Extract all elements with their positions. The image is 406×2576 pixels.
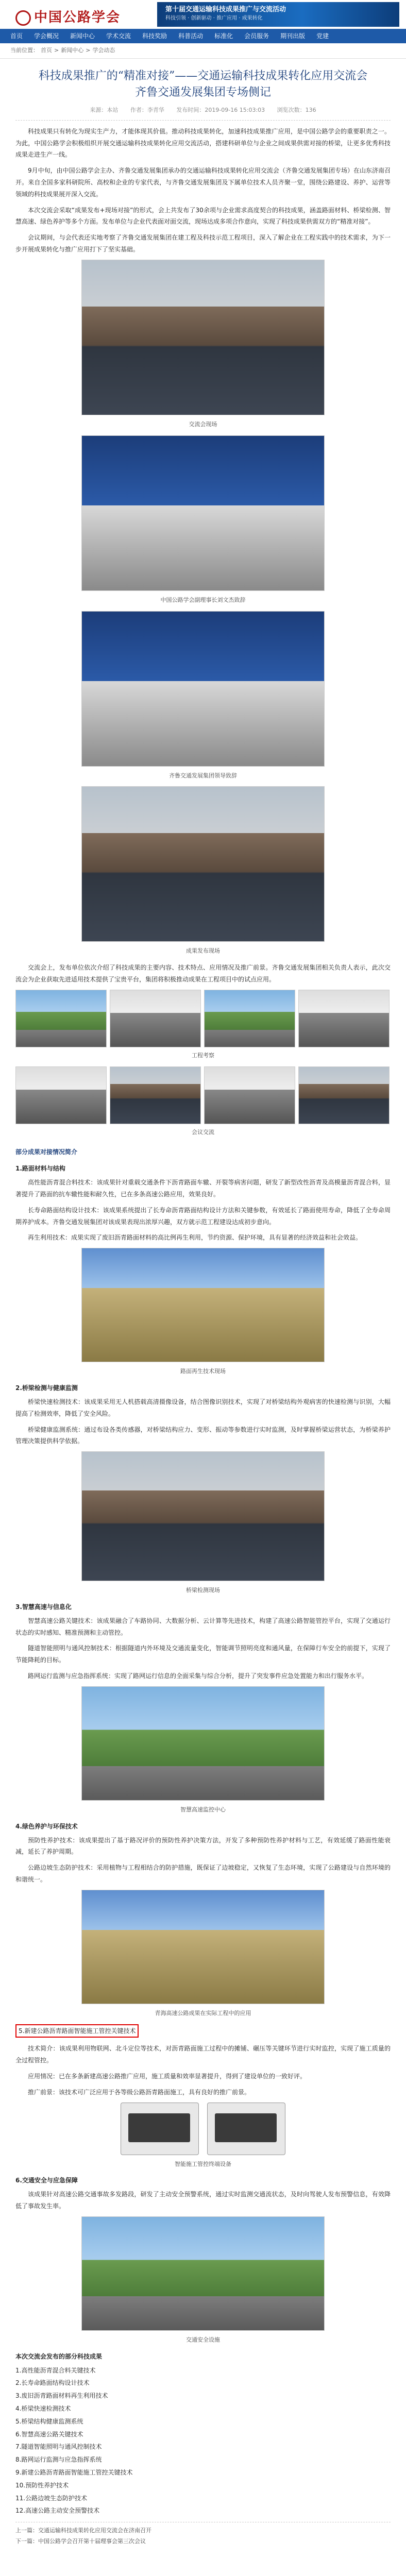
grid-photo — [15, 1066, 107, 1124]
field-photo — [81, 1248, 325, 1362]
photo-caption: 路面再生技术现场 — [180, 1368, 226, 1375]
photo-caption: 会议交流 — [192, 1128, 214, 1136]
body-paragraph: 智慧高速公路关键技术：该成果融合了车路协同、大数据分析、云计算等先进技术，构建了高速公路智能管控平台，实现了交通运行状态的实时感知、精准预测和主动管控。 — [15, 1617, 391, 1636]
meta-views: 浏览次数：136 — [277, 106, 316, 113]
breadcrumb-sep: > — [54, 47, 59, 54]
device-photo — [121, 2103, 199, 2155]
header — [0, 0, 406, 29]
intro-paragraph: 科技成果只有转化为现实生产力，才能体现其价值。推动科技成果转化，加速科技成果推广应用，是中国公路学会的重要职责之一。为此，中国公路学会积极组织开展交通运输科技成果转化应用交流活动，搭建科研单位与企业之间成果供需对接的桥梁，让更多优秀科技成果走进生产一线。 — [15, 127, 391, 159]
nav-item[interactable]: 党建 — [316, 32, 329, 40]
body-paragraph: 技术简介：该成果利用物联网、北斗定位等技术，对沥青路面施工过程中的摊铺、碾压等关键环节进行实时监控，实现了施工质量的全过程管控。 — [15, 2045, 391, 2064]
banner-title: 第十届交通运输科技成果推广与交流活动 — [165, 6, 286, 13]
achievement-list — [15, 2365, 391, 2517]
speaker-photo — [81, 611, 325, 767]
list-item: 3.废旧沥青路面材料再生利用技术 — [15, 2392, 108, 2400]
nav-item[interactable]: 学会概况 — [34, 32, 59, 40]
list-item: 9.新建公路沥青路面智能施工管控关键技术 — [15, 2468, 133, 2476]
logo-text: 中国公路学会 — [34, 10, 121, 25]
body-paragraph: 预防性养护技术：该成果提出了基于路况评价的预防性养护决策方法，开发了多种预防性养护材料与工艺，有效延缓了路面性能衰减，延长了养护周期。 — [15, 1836, 391, 1856]
device-images — [15, 2103, 391, 2155]
meta-source: 来源：本站 — [90, 106, 119, 113]
section-heading: 部分成果对接情况简介 — [15, 1148, 78, 1156]
list-item: 7.隧道智能照明与通风控制技术 — [15, 2443, 102, 2451]
highway-photo — [81, 1686, 325, 1801]
subsection-title: 3.智慧高速与信息化 — [15, 1603, 72, 1611]
body-paragraph: 桥梁快速检测技术：该成果采用无人机搭载高清摄像设备，结合图像识别技术，实现了对桥梁结构外观病害的快速检测与识别，大幅提高了检测效率，降低了安全风险。 — [15, 1398, 391, 1417]
breadcrumb-sep: > — [86, 47, 91, 54]
presentation-photo — [81, 786, 325, 942]
subsection-title: 1.路面材料与结构 — [15, 1165, 65, 1173]
grid-photo — [298, 990, 390, 1047]
nav-item[interactable]: 期刊出版 — [280, 32, 306, 40]
nav-item[interactable]: 首页 — [10, 32, 23, 40]
subsection-title: 6.交通安全与应急保障 — [15, 2177, 78, 2184]
photo-caption: 交流会现场 — [189, 420, 217, 428]
grid-photo — [110, 990, 201, 1047]
grid-photo — [204, 1066, 295, 1124]
body-paragraph: 高性能沥青混合料技术：该成果针对重载交通条件下沥青路面车辙、开裂等病害问题，研发了新型改性沥青及高模量沥青混合料，显著提升了路面的抗车辙性能和耐久性，已在多条高速公路应用，效果良好。 — [15, 1179, 391, 1198]
grid-photo — [15, 990, 107, 1047]
list-item: 4.桥梁快速检测技术 — [15, 2404, 71, 2412]
nav-item[interactable]: 标准化 — [214, 32, 233, 40]
article-title: 科技成果推广的“精准对接”——交通运输科技成果转化应用交流会齐鲁交通发展集团专场侧记 — [38, 69, 368, 99]
subsection-title: 2.桥梁检测与健康监测 — [15, 1384, 78, 1392]
highlighted-heading: 5.新建公路沥青路面智能施工管控关键技术 — [15, 2024, 139, 2038]
list-item: 1.高性能沥青混合料关键技术 — [15, 2366, 96, 2374]
main-nav — [0, 29, 406, 43]
breadcrumb-label: 当前位置： — [10, 47, 39, 54]
next-article-link[interactable]: 下一篇：中国公路学会召开第十届理事会第三次会议 — [15, 2537, 146, 2545]
article-meta — [15, 105, 391, 121]
photo-caption: 交通安全设施 — [186, 2336, 220, 2343]
list-item: 5.桥梁结构健康监测系统 — [15, 2417, 83, 2425]
photo-caption: 青海高速公路成果在实际工程中的应用 — [155, 2009, 251, 2016]
nav-item[interactable]: 科普活动 — [178, 32, 204, 40]
body-paragraph: 交流会上，发布单位依次介绍了科技成果的主要内容、技术特点、应用情况及推广前景。齐鲁交通发展集团相关负责人表示，此次交流会为企业获取先进适用技术提供了宝贵平台，集团将积极推动成果在工程项目中的试点应用。 — [15, 964, 391, 984]
conference-hall-photo — [81, 260, 325, 415]
photo-caption: 工程考察 — [192, 1052, 214, 1059]
meeting-photo — [81, 1451, 325, 1581]
header-banner[interactable] — [157, 2, 399, 27]
body-paragraph: 桥梁健康监测系统：通过布设各类传感器，对桥梁结构应力、变形、振动等参数进行实时监测，及时掌握桥梁运营状态，为桥梁养护管理决策提供科学依据。 — [15, 1426, 391, 1445]
photo-caption: 齐鲁交通发展集团领导致辞 — [169, 772, 237, 779]
breadcrumb-current[interactable]: 学会动态 — [92, 47, 115, 54]
grid-photo — [110, 1066, 201, 1124]
body-paragraph: 路网运行监测与应急指挥系统：实现了路网运行信息的全面采集与综合分析，提升了突发事件应急处置能力和出行服务水平。 — [28, 1672, 368, 1680]
subsection-title: 4.绿色养护与环保技术 — [15, 1822, 78, 1830]
body-paragraph: 隧道智能照明与通风控制技术：根据隧道内外环境及交通流量变化，智能调节照明亮度和通风量，在保障行车安全的前提下，实现了节能降耗的目标。 — [15, 1645, 391, 1664]
list-item: 12.高速公路主动安全预警技术 — [15, 2507, 100, 2515]
list-title: 本次交流会发布的部分科技成果 — [15, 2352, 103, 2360]
highlight-row — [15, 2024, 391, 2038]
intro-paragraph: 9月中旬，由中国公路学会主办、齐鲁交通发展集团承办的交通运输科技成果转化应用交流会（齐鲁交通发展集团专场）在山东济南召开。来自全国多家科研院所、高校和企业的专家代表，与齐鲁交通发展集团及下属单位技术人员齐聚一堂，围绕公路建设、养护、运营等领域的科技成果展开深入交流。 — [15, 167, 391, 198]
slope-photo — [81, 1890, 325, 2004]
list-item: 10.预防性养护技术 — [15, 2481, 69, 2489]
photo-grid — [15, 1066, 391, 1124]
body-paragraph: 公路边坡生态防护技术：采用植物与工程相结合的防护措施，既保证了边坡稳定，又恢复了生态环境，实现了公路建设与自然环境的和谐统一。 — [15, 1864, 391, 1883]
speaker-photo — [81, 435, 325, 591]
meta-author: 作者：李青华 — [130, 106, 164, 113]
photo-caption: 成果发布现场 — [186, 947, 220, 955]
logo-emblem-icon — [15, 10, 31, 26]
nav-item[interactable]: 学术交流 — [106, 32, 131, 40]
breadcrumb-home[interactable]: 首页 — [41, 47, 52, 54]
body-paragraph: 应用情况：已在多条新建高速公路推广应用，施工质量和效率显著提升，得到了建设单位的一致好评。 — [28, 2072, 307, 2080]
breadcrumb-news[interactable]: 新闻中心 — [61, 47, 84, 54]
body-paragraph: 推广前景：该技术可广泛应用于各等级公路沥青路面施工，具有良好的推广前景。 — [28, 2088, 251, 2096]
site-logo[interactable] — [15, 5, 121, 30]
intro-paragraph: 本次交流会采取“成果发布+现场对接”的形式，会上共发布了30余项与企业需求高度契合的科技成果，涵盖路面材料、桥梁检测、智慧高速、绿色养护等多个方面。发布单位与企业代表面对面交流，现场达成多项合作意向，实现了科技成果供需双方的“精准对接”。 — [15, 206, 391, 226]
article-pagination — [15, 2522, 391, 2547]
nav-item[interactable]: 会员服务 — [244, 32, 269, 40]
breadcrumb — [0, 43, 406, 59]
photo-caption: 桥梁检测现场 — [186, 1587, 220, 1594]
prev-article-link[interactable]: 上一篇：交通运输科技成果转化应用交流会在济南召开 — [15, 2527, 151, 2534]
body-paragraph: 再生利用技术：成果实现了废旧沥青路面材料的高比例再生利用，节约资源、保护环境，具有显著的经济效益和社会效益。 — [28, 1234, 362, 1242]
safety-photo — [81, 2216, 325, 2331]
nav-item[interactable]: 科技奖励 — [142, 32, 167, 40]
photo-caption: 中国公路学会副理事长刘文杰致辞 — [160, 596, 246, 603]
photo-grid — [15, 990, 391, 1047]
list-item: 8.路网运行监测与应急指挥系统 — [15, 2456, 102, 2464]
list-item: 11.公路边坡生态防护技术 — [15, 2494, 88, 2502]
grid-photo — [298, 1066, 390, 1124]
photo-caption: 智慧高速监控中心 — [180, 1806, 226, 1813]
nav-item[interactable]: 新闻中心 — [70, 32, 95, 40]
photo-caption: 智能施工管控终端设备 — [175, 2160, 231, 2167]
device-photo — [207, 2103, 285, 2155]
banner-subtitle: 科技引领 · 创新驱动 · 推广应用 · 成果转化 — [165, 15, 263, 21]
grid-photo — [204, 990, 295, 1047]
body-paragraph: 长寿命路面结构设计技术：该成果系统提出了长寿命沥青路面结构设计方法和关键参数，有效延长了路面使用寿命，降低了全寿命周期养护成本。齐鲁交通发展集团对该成果表现出浓厚兴趣，双方就示范工程建设达成初步意向。 — [15, 1206, 391, 1226]
list-item: 6.智慧高速公路关键技术 — [15, 2430, 83, 2438]
list-item: 2.长寿命路面结构设计技术 — [15, 2379, 90, 2387]
intro-paragraph: 会议期间，与会代表还实地考察了齐鲁交通发展集团在建工程及科技示范工程项目，深入了解企业在工程实践中的技术需求，为下一步开展成果转化与推广应用打下了坚实基础。 — [15, 234, 391, 253]
article-body — [0, 68, 406, 2547]
meta-time: 发布时间：2019-09-16 15:03:03 — [176, 106, 265, 113]
body-paragraph: 该成果针对高速公路交通事故多发路段，研发了主动安全预警系统，通过实时监测交通流状态，及时向驾驶人发布预警信息，有效降低了事故发生率。 — [15, 2191, 391, 2210]
